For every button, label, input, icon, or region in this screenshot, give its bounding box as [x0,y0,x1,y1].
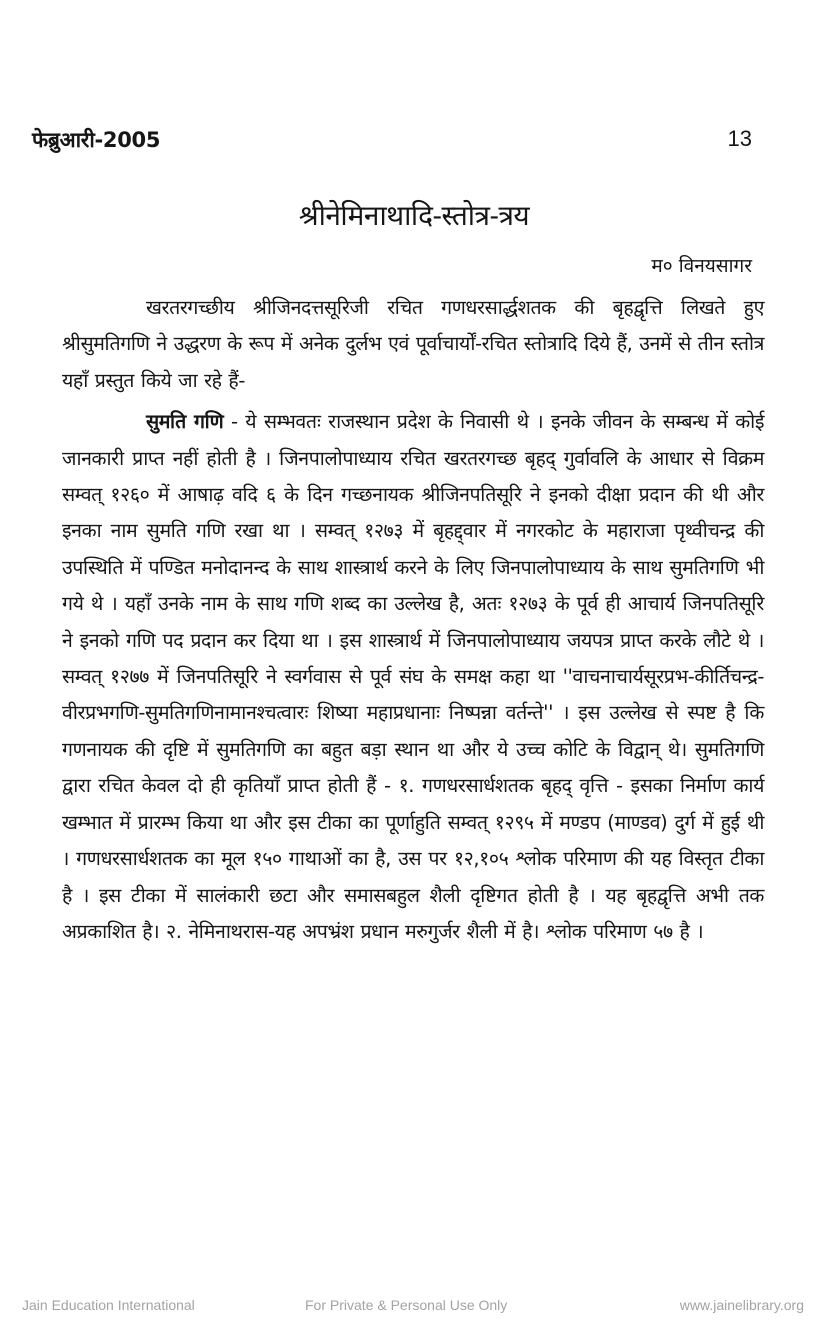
author-name: म० विनयसागर [651,255,752,277]
footer-publisher: Jain Education International [22,1297,195,1313]
page-number: 13 [727,126,752,151]
biography-paragraph-text: - ये सम्भवतः राजस्थान प्रदेश के निवासी थे । इनके जीवन के सम्बन्ध में कोई जानकारी प्राप्त नहीं होती है । जिनपालोपाध्याय रचित खरतरगच्छ बृहद् गुर्वावलि के आधार से विक्रम सम्वत् १२६० में आषाढ़ वदि ६ के दिन गच्छनायक श्रीजिनपतिसूरि ने इनको दीक्षा प्रदान की थी और इनका नाम सुमति गणि रखा था । सम्वत् १२७३ में बृहद्द्वार में नगरकोट के महाराजा पृथ्वीचन्द्र की उपस्थिति में पण्डित मनोदानन्द के साथ शास्त्रार्थ करने के लिए जिनपालोपाध्याय के साथ सुमतिगणि भी गये थे । यहाँ उनके नाम के साथ गणि शब्द का उल्लेख है, अतः १२७३ के पूर्व ही आचार्य जिनपतिसूरि ने इनको गणि पद प्रदान कर दिया था । इस शास्त्रार्थ में जिनपालोपाध्याय जयपत्र प्राप्त करके लौटे थे । सम्वत् १२७७ में जिनपतिसूरि ने स्वर्गवास से पूर्व संघ के समक्ष कहा था ''वाचनाचार्यसूरप्रभ-कीर्तिचन्द्र-वीरप्रभगणि-सुमतिगणिनामानश्चत्वारः शिष्या महाप्रधानाः निष्पन्ना वर्तन्ते'' । इस उल्लेख से स्पष्ट है कि गणनायक की दृष्टि में सुमतिगणि का बहुत बड़ा स्थान था और ये उच्च कोटि के विद्वान् थे। सुमतिगणि द्वारा रचित केवल दो ही कृतियाँ प्राप्त होती हैं - १. गणधरसार्धशतक बृहद् वृत्ति - इसका निर्माण कार्य खम्भात में प्रारम्भ किया था और इस टीका का पूर्णाहुति सम्वत् १२९५ में मण्डप (माण्डव) दुर्ग में हुई थी । गणधरसार्धशतक का मूल १५० गाथाओं का है, उस पर १२,१०५ श्लोक परिमाण की यह विस्तृत टीका है । इस टीका में सालंकारी छटा और समासबहुल शैली दृष्टिगत होती है । यह बृहद्वृत्ति अभी तक अप्रकाशित है। २. नेमिनाथरास-यह अपभ्रंश प्रधान मरुगुर्जर शैली में है। श्लोक परिमाण ५७ है । [62,410,764,943]
running-header [32,126,752,156]
footer-website-link[interactable]: www.jainelibrary.org [679,1297,804,1313]
footer-usage-note: For Private & Personal Use Only [305,1297,508,1313]
intro-paragraph [62,290,764,399]
paragraph-lead-term: सुमति गणि [146,410,224,434]
biography-paragraph [62,404,764,950]
article-body [62,290,764,950]
issue-date: फेब्रुआरी-2005 [32,128,161,152]
article-title: श्रीनेमिनाथादि-स्तोत्र-त्रय [298,199,530,232]
intro-paragraph-text: खरतरगच्छीय श्रीजिनदत्तसूरिजी रचित गणधरसार्द्धशतक की बृहद्वृत्ति लिखते हुए श्रीसुमतिगणि ने उद्धरण के रूप में अनेक दुर्लभ एवं पूर्वाचार्यों-रचित स्तोत्रादि दिये हैं, उनमें से तीन स्तोत्र यहाँ प्रस्तुत किये जा रहे हैं- [62,296,764,392]
page-footer [0,1297,828,1317]
